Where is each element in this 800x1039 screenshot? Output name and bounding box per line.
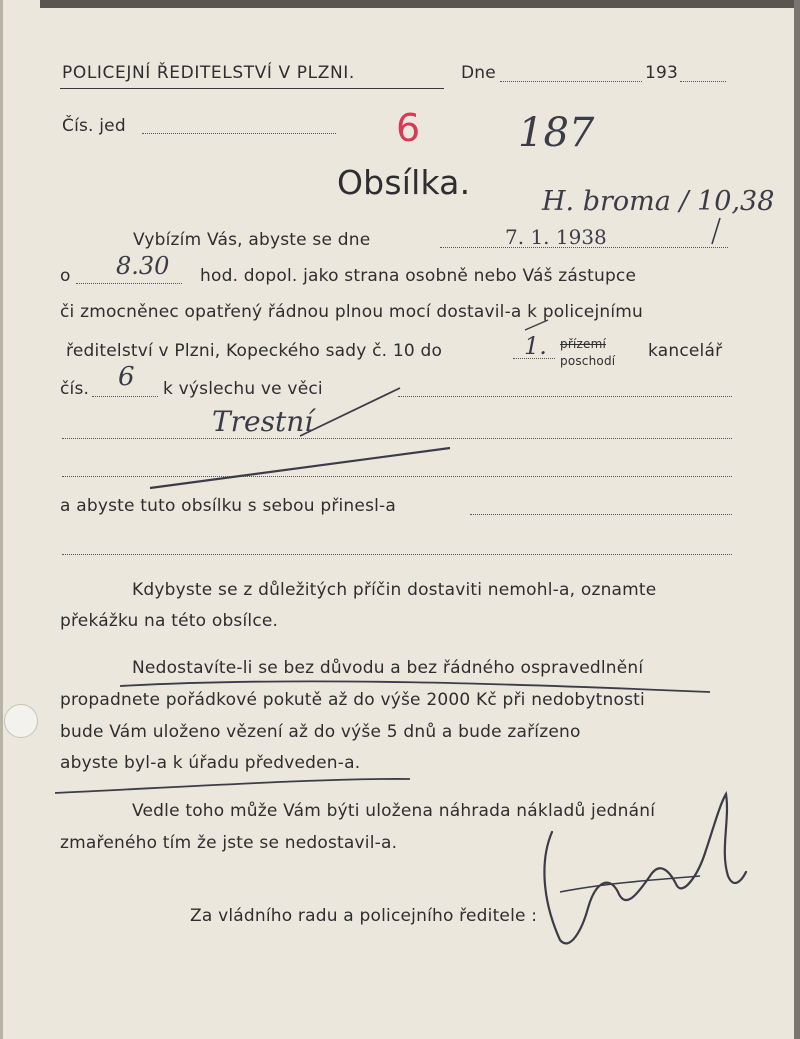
office-name: POLICEJNÍ ŘEDITELSTVÍ V PLZNI. bbox=[62, 63, 355, 83]
red-number: 6 bbox=[396, 106, 421, 150]
paragraph-4-line-1: Vedle toho může Vám býti uložena náhrada nákladů jednání bbox=[132, 801, 656, 821]
paragraph-3-line-3: bude Vám uloženo vězení až do výše 5 dnů a bude zařízeno bbox=[60, 722, 581, 742]
body-line-4d: kancelář bbox=[648, 341, 723, 361]
paragraph-3-line-2: propadnete pořádkové pokutě až do výše 2000 Kč při nedobytnosti bbox=[60, 690, 645, 710]
handwritten-note: H. broma / 10,38 bbox=[542, 186, 775, 217]
paragraph-3-line-4: abyste byl-a k úřadu předveden-a. bbox=[60, 753, 361, 773]
body-line-2b: hod. dopol. jako strana osobně nebo Váš zástupce bbox=[200, 266, 637, 286]
body-line-1: Vybízím Vás, abyste se dne bbox=[133, 230, 371, 250]
handwritten-number: 187 bbox=[518, 110, 595, 156]
body-line-6: a abyste tuto obsílku s sebou přinesl-a bbox=[60, 496, 396, 516]
body-line-4a: ředitelství v Plzni, Kopeckého sady č. 10 do bbox=[66, 341, 443, 361]
date-label: Dne bbox=[461, 63, 496, 83]
handwritten-hour: 8.30 bbox=[116, 252, 170, 280]
body-line-2a: o bbox=[60, 266, 71, 286]
body-line-5a: čís. bbox=[60, 379, 90, 399]
signature-scribble bbox=[530, 780, 750, 960]
closing-line: Za vládního radu a policejního ředitele : bbox=[190, 906, 538, 926]
floor-option: poschodí bbox=[560, 354, 616, 368]
handwritten-date: 7. 1. 1938 bbox=[505, 225, 607, 249]
paragraph-4-line-2: zmařeného tím že jste se nedostavil-a. bbox=[60, 833, 398, 853]
handwritten-floor: 1. bbox=[524, 332, 547, 360]
year-prefix: 193 bbox=[645, 63, 679, 83]
body-line-5b: k výslechu ve věci bbox=[163, 379, 323, 399]
ground-floor-option: přízemí bbox=[560, 337, 606, 351]
paragraph-3-line-1: Nedostavíte-li se bez důvodu a bez řádného ospravedlnění bbox=[132, 658, 644, 678]
body-line-3: či zmocněnec opatřený řádnou plnou mocí dostavil-a k policejnímu bbox=[60, 302, 644, 322]
document-title: Obsílka. bbox=[337, 163, 471, 202]
handwritten-matter: Trestní bbox=[212, 405, 314, 438]
paragraph-2-line-1: Kdybyste se z důležitých příčin dostaviti nemohl-a, oznamte bbox=[132, 580, 657, 600]
paragraph-2-line-2: překážku na této obsílce. bbox=[60, 611, 279, 631]
ref-label: Čís. jed bbox=[62, 116, 126, 136]
handwritten-office-no: 6 bbox=[118, 362, 135, 392]
